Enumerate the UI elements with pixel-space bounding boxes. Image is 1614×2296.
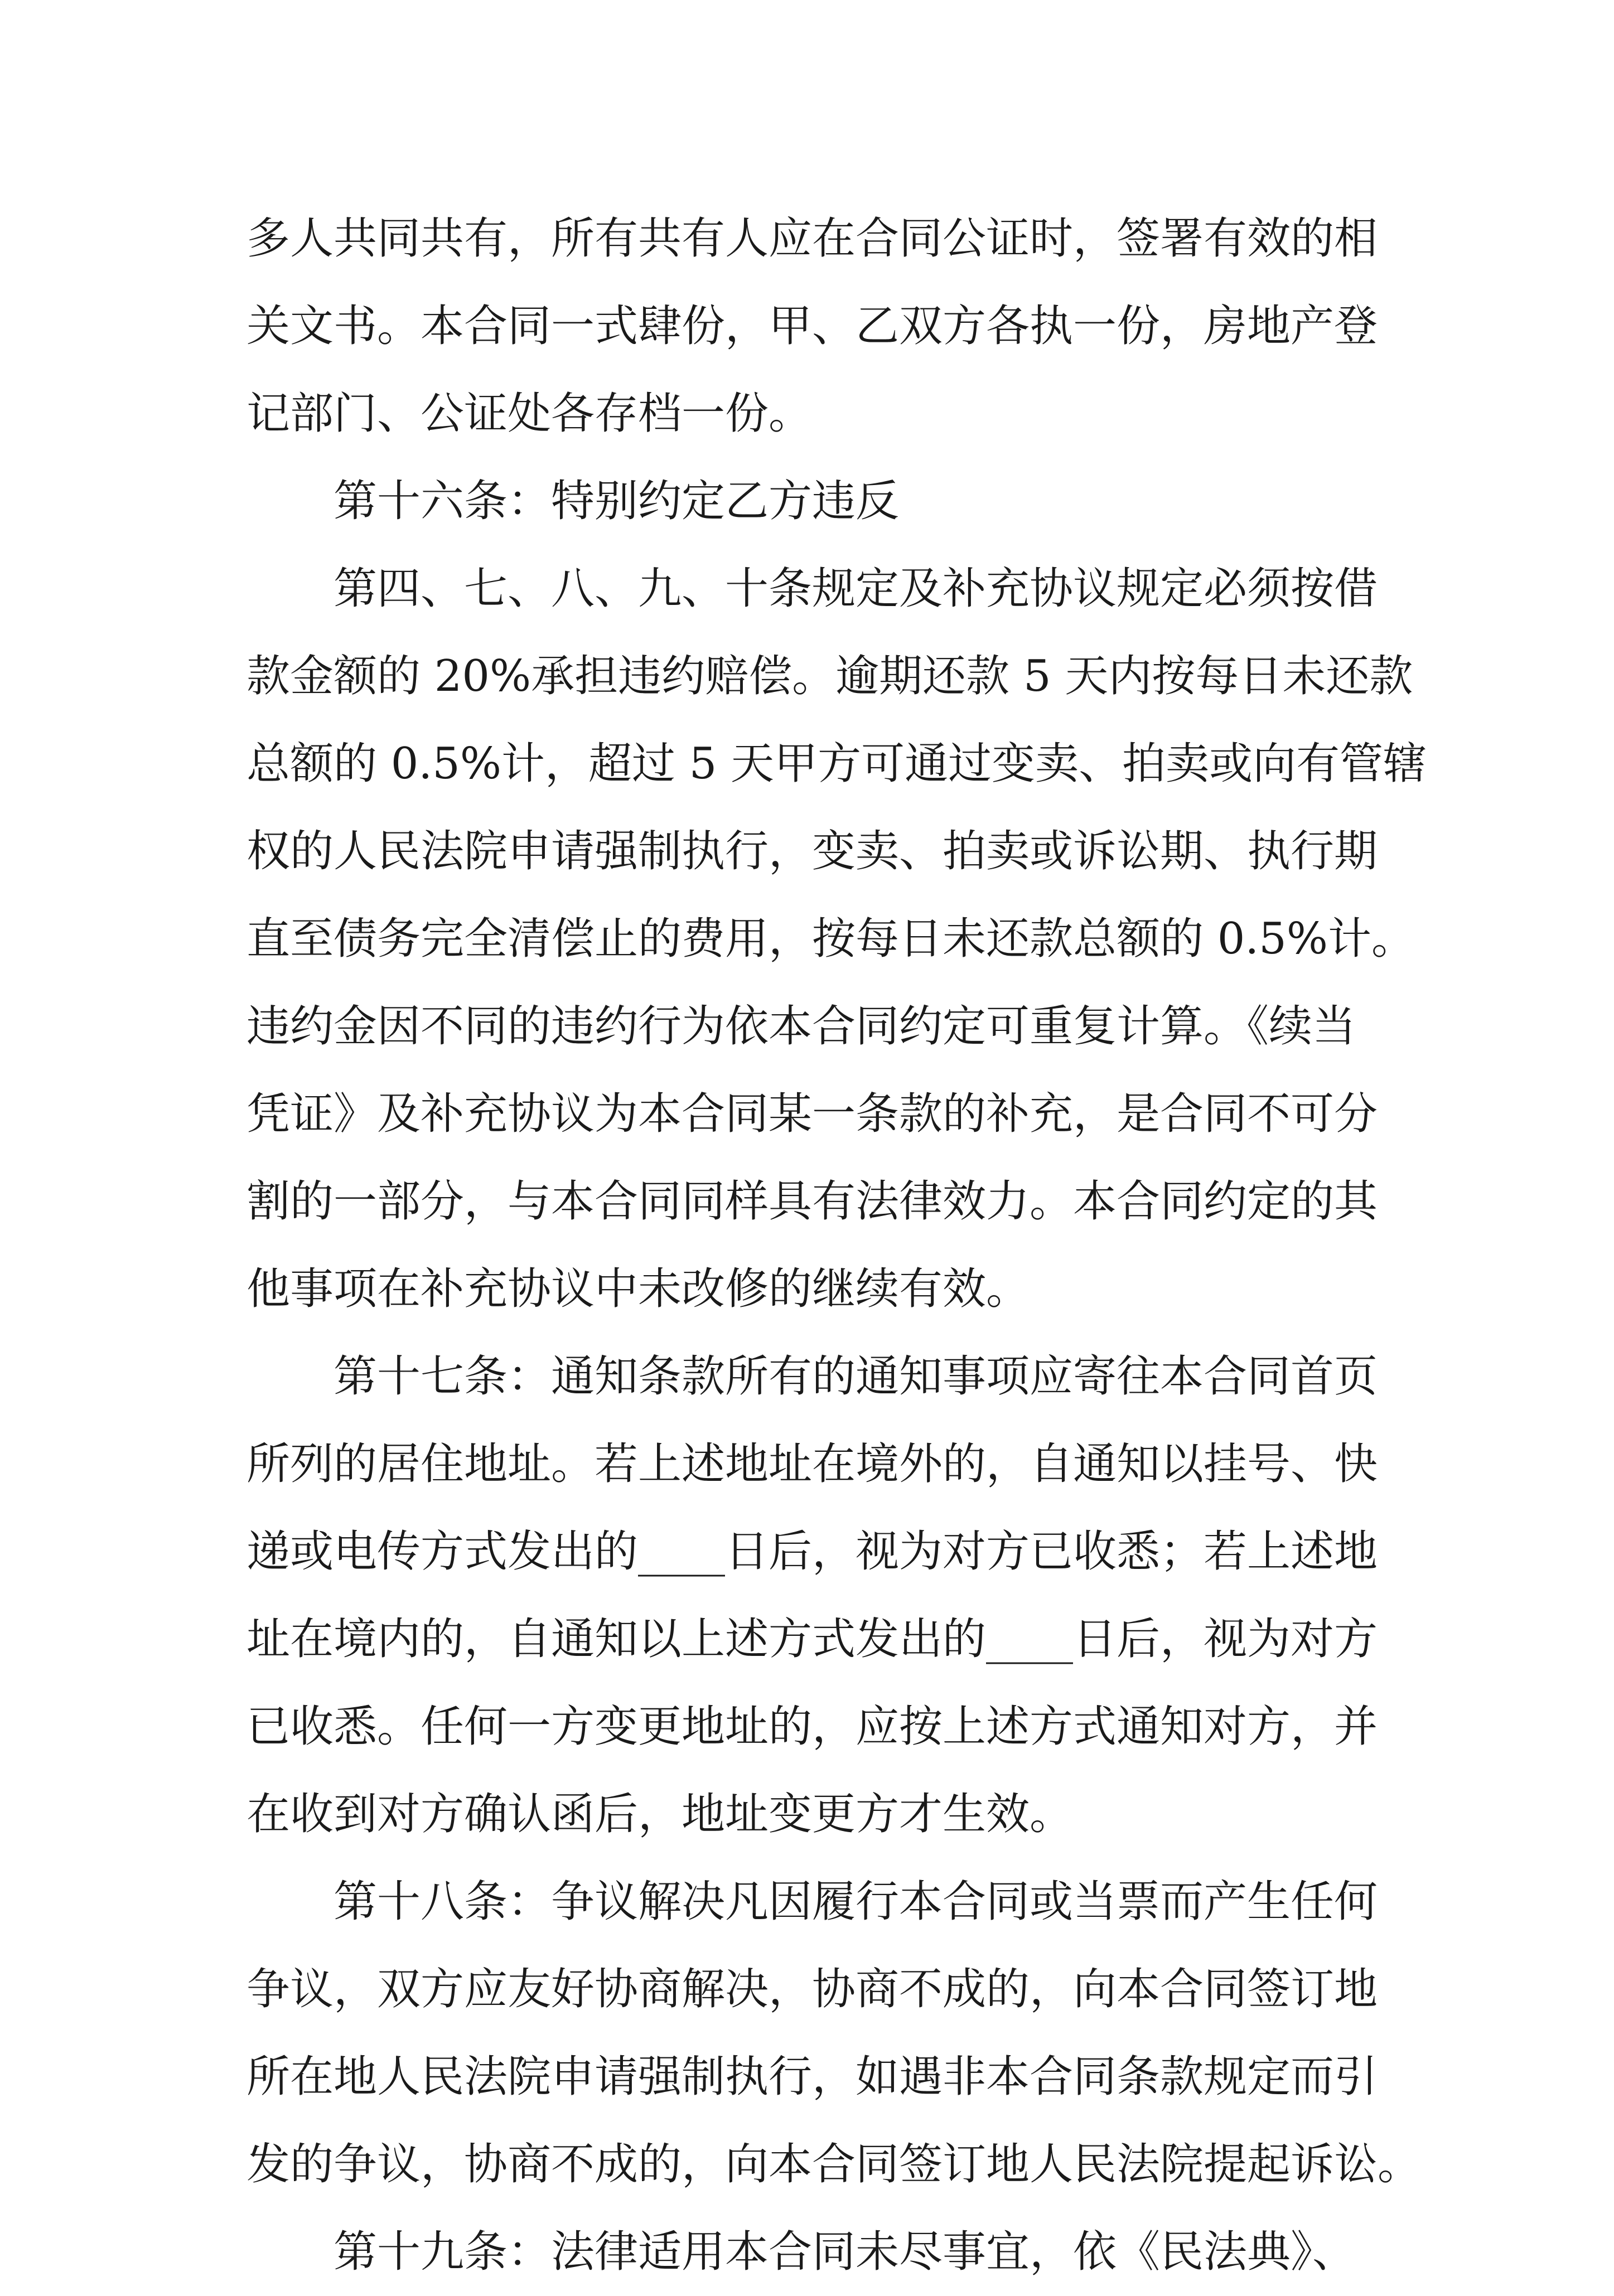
text-line: 第四、七、八、九、十条规定及补充协议规定必须按借	[334, 564, 1378, 614]
article-17-heading: 第十七条：通知条款所有的通知事项应寄往本合同首页	[334, 1352, 1378, 1402]
text-line: 款金额的 20%承担违约赔偿。逾期还款 5 天内按每日未还款	[247, 651, 1413, 701]
text-line: 争议，双方应友好协商解决，协商不成的，向本合同签订地	[247, 1964, 1378, 2014]
text-line: 在收到对方确认函后，地址变更方才生效。	[247, 1789, 1074, 1839]
text-line: 发的争议，协商不成的，向本合同签订地人民法院提起诉讼。	[247, 2139, 1422, 2190]
text-line: 所列的居住地址。若上述地址在境外的，自通知以挂号、快	[247, 1439, 1378, 1489]
text-line: 割的一部分，与本合同同样具有法律效力。本合同约定的其	[247, 1176, 1378, 1227]
text-line: 凭证》及补充协议为本合同某一条款的补充，是合同不可分	[247, 1089, 1378, 1139]
text-line: 直至债务完全清偿止的费用，按每日未还款总额的 0.5%计。	[247, 914, 1415, 964]
text-line: 总额的 0.5%计，超过 5 天甲方可通过变卖、拍卖或向有管辖	[247, 739, 1427, 789]
text-line: 记部门、公证处各存档一份。	[247, 389, 813, 439]
article-16-heading: 第十六条：特别约定乙方违反	[334, 476, 900, 526]
article-18-heading: 第十八条：争议解决凡因履行本合同或当票而产生任何	[334, 1877, 1378, 1927]
text-line: 违约金因不同的违约行为依本合同约定可重复计算。《续当	[247, 1001, 1356, 1052]
article-19-heading: 第十九条：法律适用本合同未尽事宜，依《民法典》、	[334, 2227, 1356, 2277]
text-line: 关文书。本合同一式肆份，甲、乙双方各执一份，房地产登	[247, 301, 1378, 351]
text-line: 址在境内的，自通知以上述方式发出的____日后，视为对方	[247, 1614, 1378, 1664]
document-body	[247, 195, 1427, 2296]
text-line: 所在地人民法院申请强制执行，如遇非本合同条款规定而引	[247, 2052, 1378, 2102]
text-line: 递或电传方式发出的____日后，视为对方已收悉；若上述地	[247, 1527, 1378, 1577]
text-line: 权的人民法院申请强制执行，变卖、拍卖或诉讼期、执行期	[247, 826, 1378, 876]
text-line: 已收悉。任何一方变更地址的，应按上述方式通知对方，并	[247, 1702, 1378, 1752]
text-line: 多人共同共有，所有共有人应在合同公证时，签署有效的相	[247, 214, 1378, 264]
text-line: 他事项在补充协议中未改修的继续有效。	[247, 1264, 1030, 1314]
